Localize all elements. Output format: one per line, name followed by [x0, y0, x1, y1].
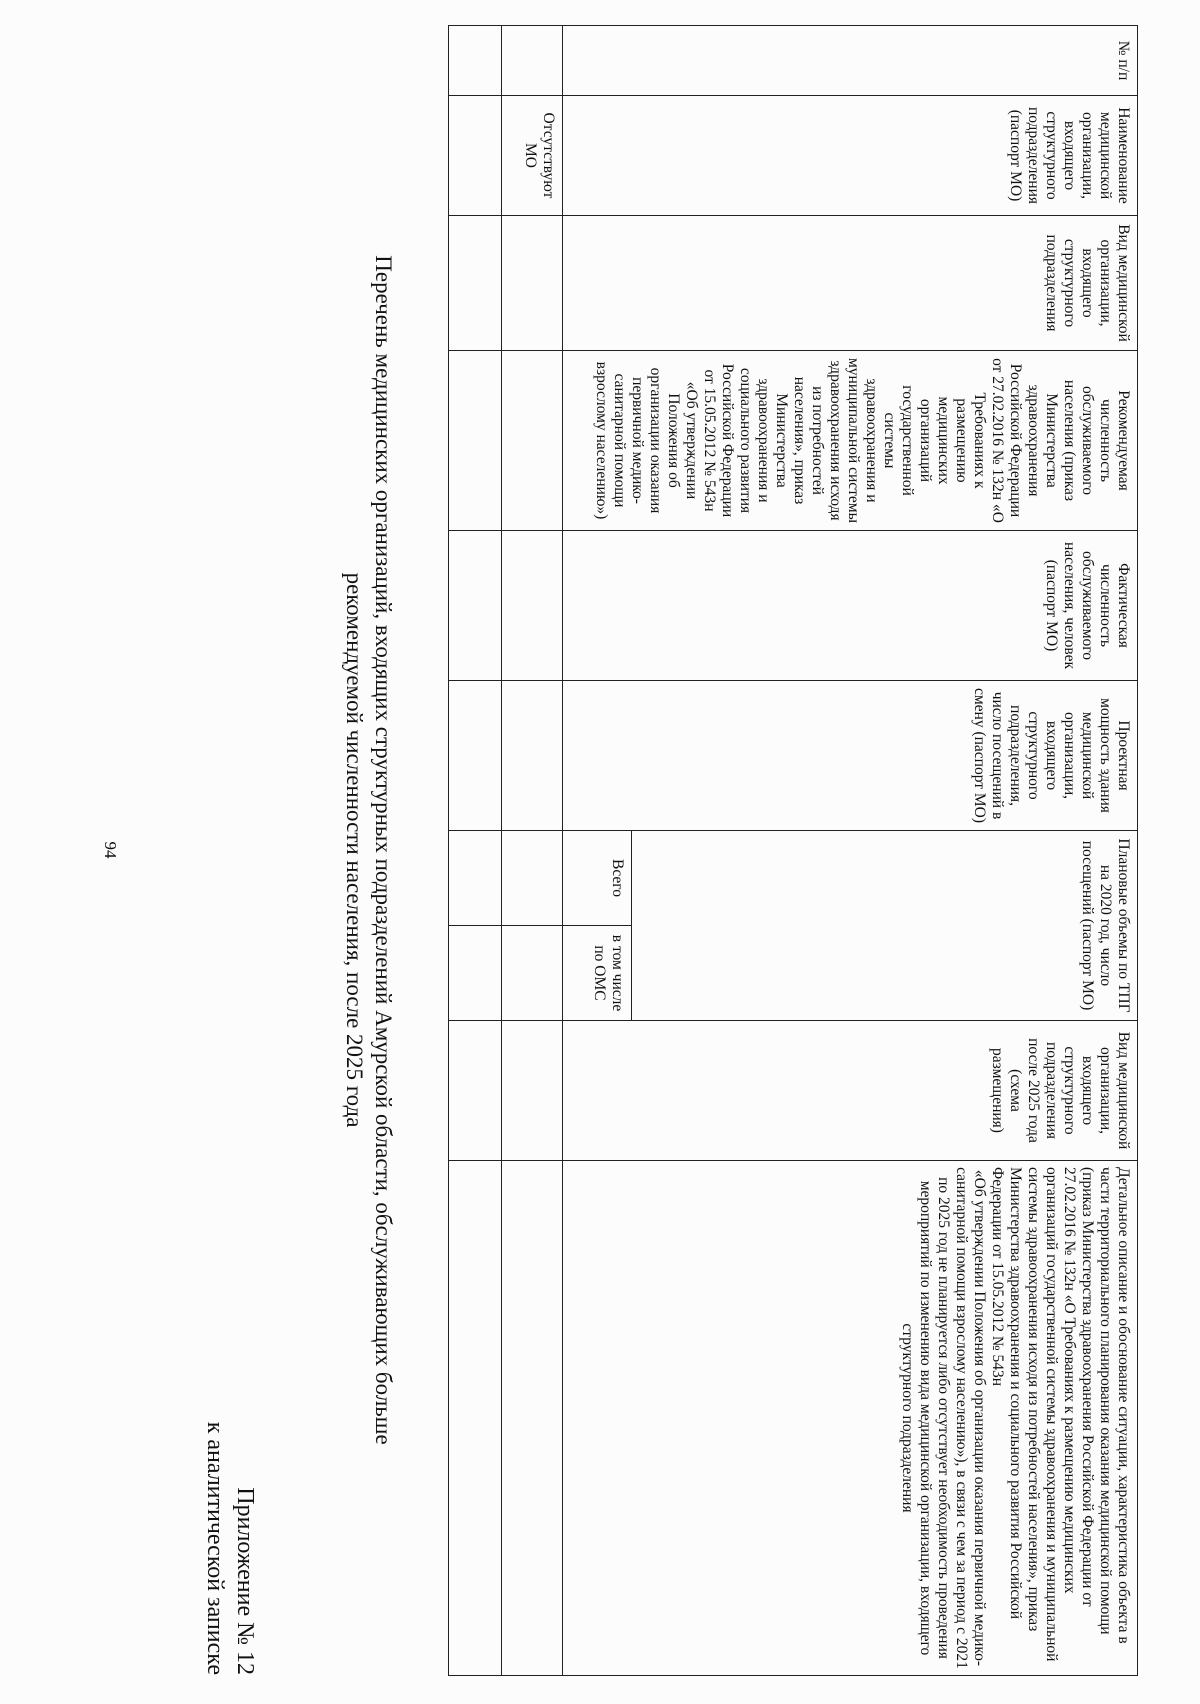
header-description [563, 1161, 1138, 1676]
row-empty-cell [449, 926, 502, 1021]
row-empty-cell [449, 351, 502, 531]
rotated-page-content [50, 25, 1160, 1675]
row-empty-cell [449, 26, 502, 96]
row-empty-cell [502, 531, 563, 681]
row-empty-cell [502, 1021, 563, 1161]
row-empty-cell [502, 681, 563, 831]
row-empty-cell [449, 1161, 502, 1676]
header-num: № п/п [563, 26, 1138, 96]
row-empty-cell [449, 1021, 502, 1161]
header-description-part-1: Детальное описание и обоснование ситуации, характеристика объекта в части территориального планирования оказания медицинской помощи (приказ Министерства здравоохранения Российской Федерации от 27.02.2016 № 132н «О Требованиях к размещению медицинских организаций государственной системы здравоохранения и муниципальной системы здравоохранения исходя из потребностей населения», приказ Министерства здравоохранения и социального развития Российской Федерации от 15.05.2012 № 543н [989, 1167, 1132, 1662]
header-type-after: Вид медицинской организации, входящего структурного подразделения после 2025 года (схема размещения) [563, 1021, 1138, 1161]
row-empty-cell [502, 216, 563, 351]
medical-organizations-table [448, 25, 1138, 1676]
row-empty-cell [502, 926, 563, 1021]
table-row [502, 26, 563, 1676]
row-empty-cell [449, 96, 502, 216]
header-capacity: Проектная мощность здания медицинской организации, входящего структурного подразделения, число посещений в смену (паспорт МО) [563, 681, 1138, 831]
header-name: Наименование медицинской организации, входящего структурного подразделения (паспорт МО) [563, 96, 1138, 216]
table-header-row [632, 26, 1138, 1676]
header-planned-oms: в том числе по ОМС [563, 926, 632, 1021]
row-name-cell: Отсутствуют МО [502, 96, 563, 216]
header-description-part-2: «Об утверждении Положения об организации оказания первичной медико-санитарной помощи взрослому населению»), в связи с чем за период с 2021 по 2025 год не планируется либо отсутствует необходимость проведения мероприятий по изменению вида медицинской организации, входящего структурного подразделения [899, 1167, 988, 1669]
header-type: Вид медицинской организации, входящего структурного подразделения [563, 216, 1138, 351]
row-empty-cell [502, 1161, 563, 1676]
appendix-line-2: к аналитической записке [202, 1421, 228, 1675]
row-empty-cell [449, 681, 502, 831]
document-title [340, 25, 398, 1675]
header-planned: Плановые объемы по ТПГ на 2020 год, число посещений (паспорт МО) [632, 831, 1138, 1021]
document-title-line-2: рекомендуемой численности населения, после 2025 года [342, 572, 367, 1128]
page-number: 94 [101, 841, 120, 859]
table-row [449, 26, 502, 1676]
appendix-line-1: Приложение № 12 [232, 1487, 258, 1675]
appendix-label [200, 1155, 260, 1675]
document-title-line-1: Перечень медицинских организаций, входящих структурных подразделений Амурской области, обслуживающих больше [371, 255, 396, 1445]
row-empty-cell [502, 351, 563, 531]
row-empty-cell [449, 831, 502, 926]
header-recommended: Рекомендуемая численность обслуживаемого населения (приказ Министерства здравоохранения Российской Федерации от 27.02.2016 № 132н «О Требованиях к размещению медицинских организаций государственной системы здравоохранения и муниципальной системы здравоохранения исходя из потребностей населения», приказ Министерства здравоохранения и социального развития Российской Федерации от 15.05.2012 № 543н «Об утверждении Положения об организации оказания первичной медико-санитарной помощи взрослому населению») [563, 351, 1138, 531]
header-actual: Фактическая численность обслуживаемого населения, человек (паспорт МО) [563, 531, 1138, 681]
row-num-cell [502, 26, 563, 96]
row-empty-cell [449, 216, 502, 351]
row-empty-cell [502, 831, 563, 926]
header-planned-total: Всего [563, 831, 632, 926]
row-empty-cell [449, 531, 502, 681]
